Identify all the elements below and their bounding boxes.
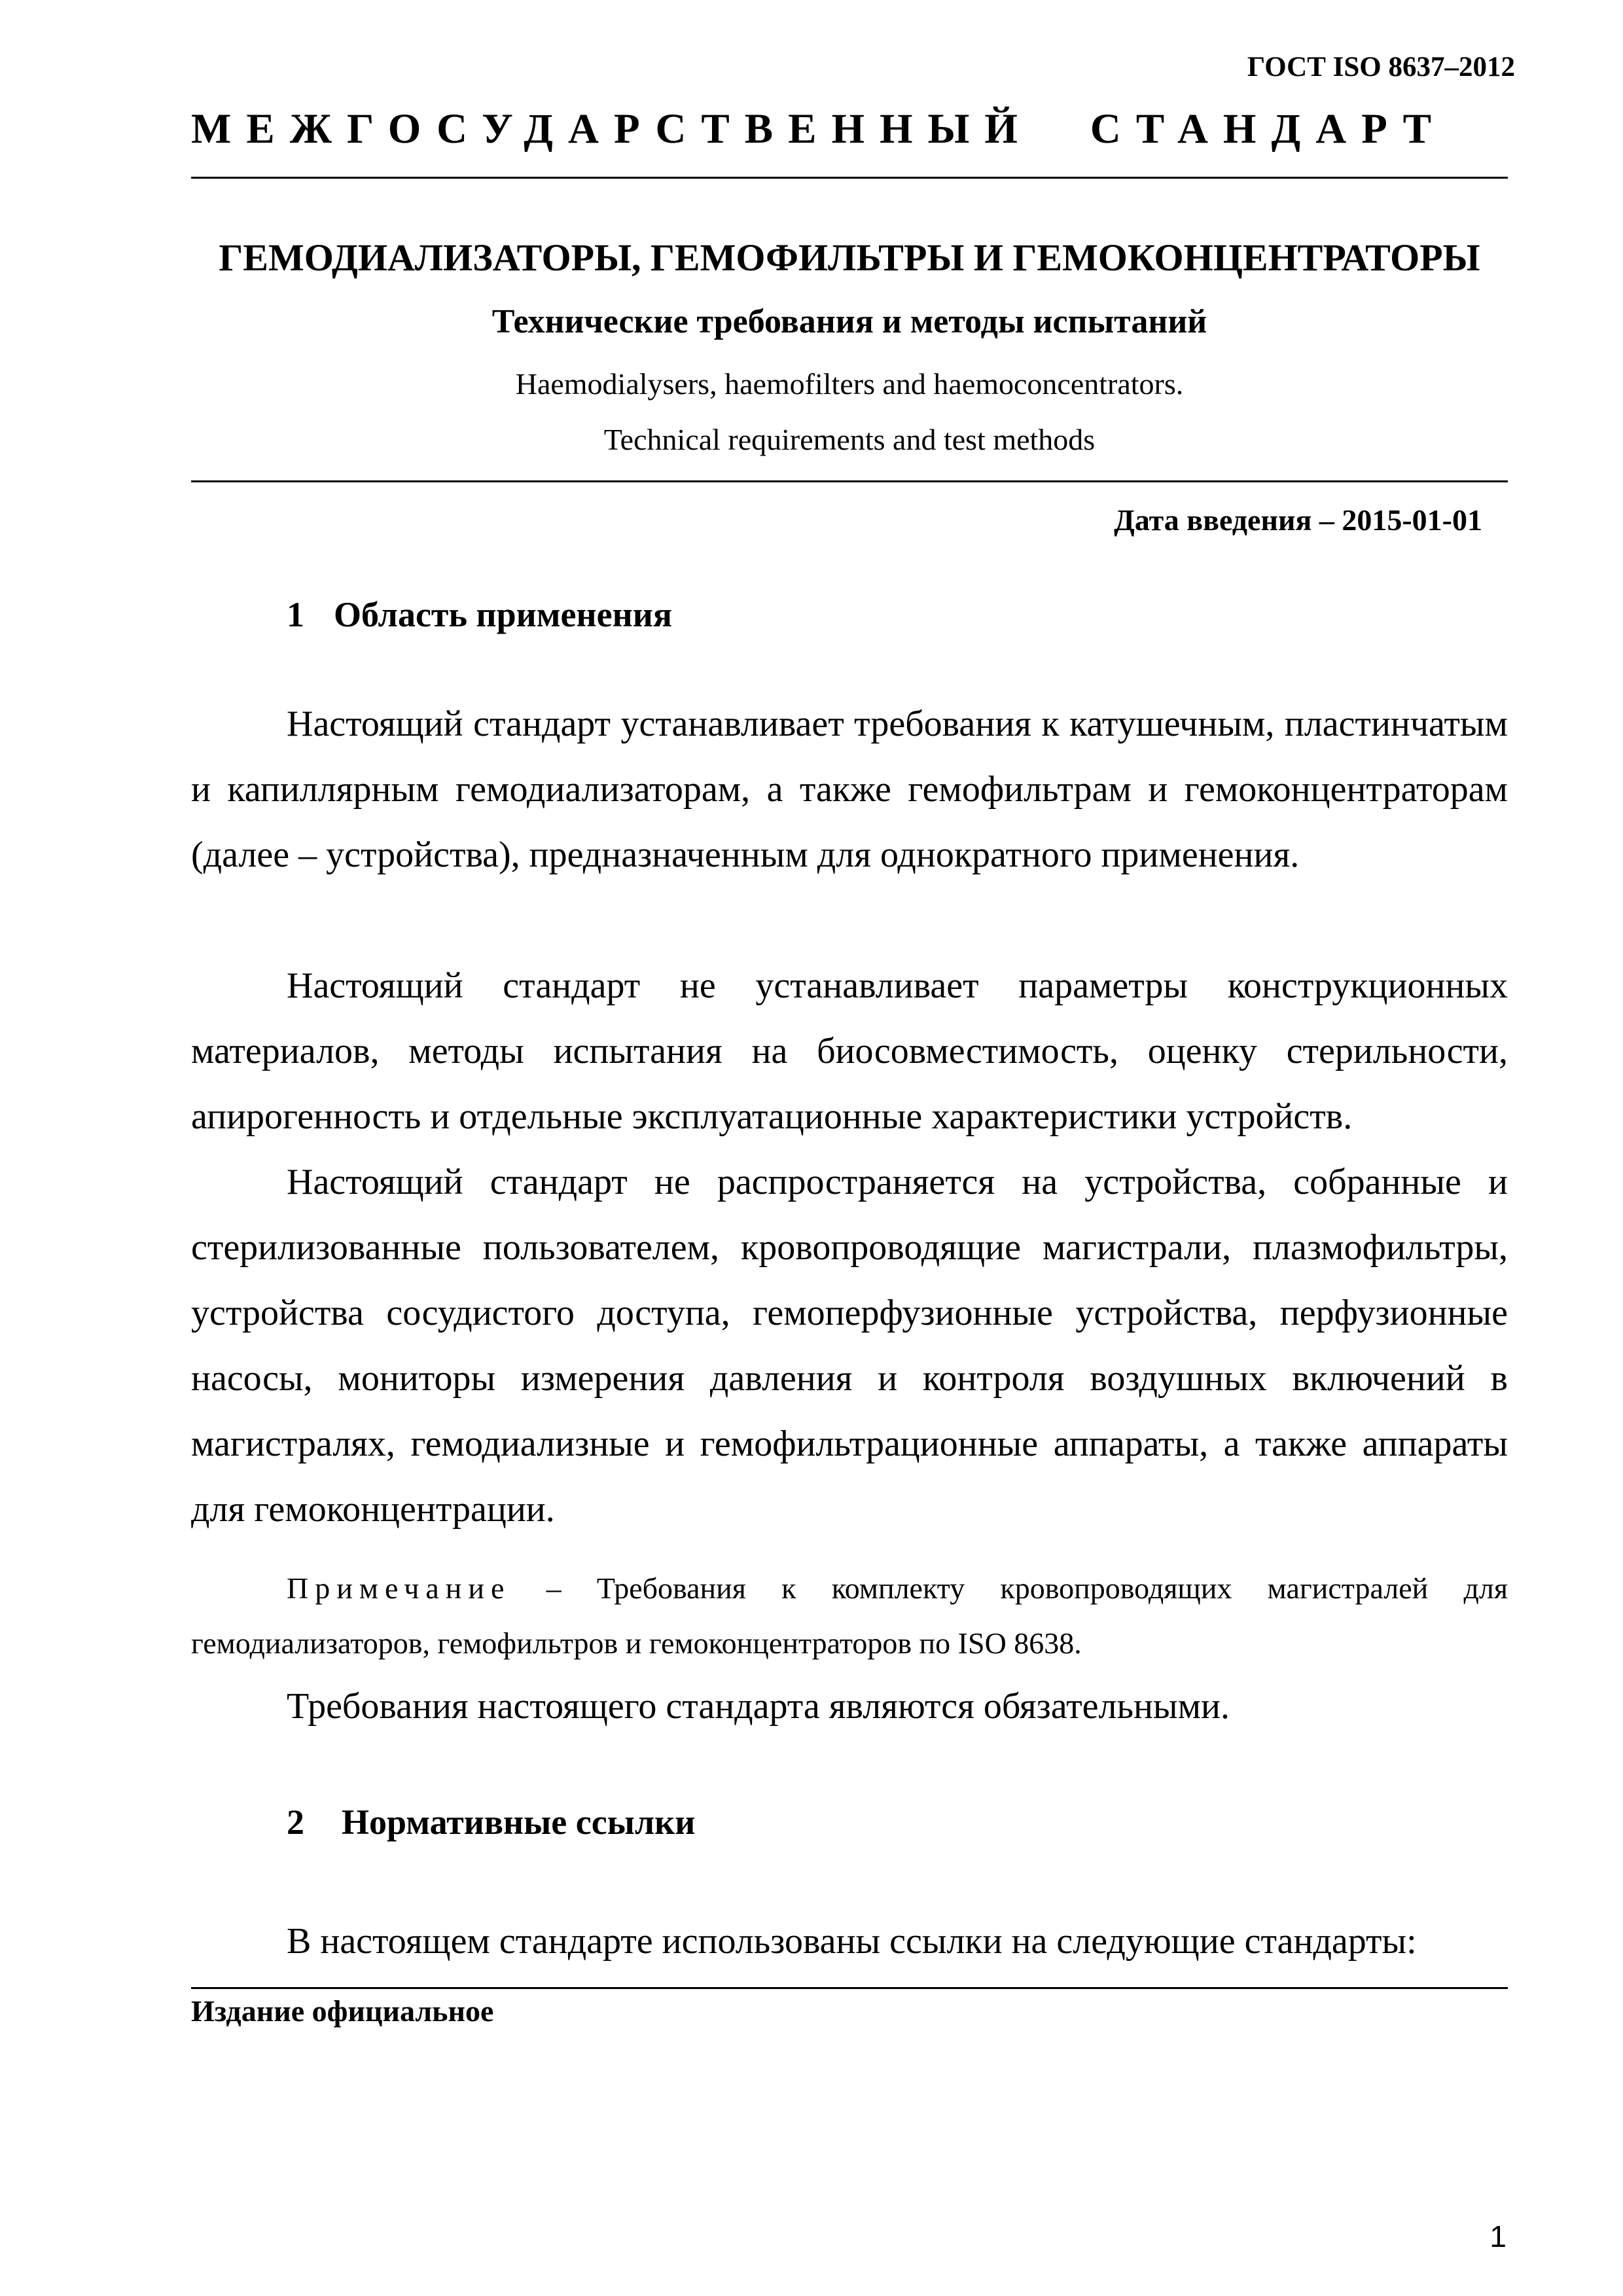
english-title-line-1: Haemodialysers, haemofilters and haemoconcentrators.: [515, 367, 1184, 401]
title-divider: [191, 480, 1508, 482]
english-title-line-2: Technical requirements and test methods: [603, 423, 1096, 456]
note-text: – Требования к комплекту кровопроводящих магистралей для гемодиализаторов, гемофильтров и гемоконцентраторов по ISO 8638.: [191, 1571, 1508, 1660]
standard-type-word-2: СТАНДАРТ: [1090, 105, 1446, 152]
section-1-number: 1: [287, 595, 304, 634]
section-2-number: 2: [287, 1803, 304, 1842]
section-1-note: [191, 1561, 1508, 1671]
section-1-paragraph-2: Настоящий стандарт не устанавливает параметры конструкционных материалов, методы испытания на биосовместимость, оценку стерильности, апирогенность и отдельные эксплуатационные характеристики устройств.: [191, 965, 1508, 1137]
mandatory-statement: Требования настоящего стандарта являются обязательными.: [287, 1686, 1230, 1727]
document-code: ГОСТ ISO 8637–2012: [1247, 52, 1515, 82]
document-title: ГЕМОДИАЛИЗАТОРЫ, ГЕМОФИЛЬТРЫ И ГЕМОКОНЦЕНТРАТОРЫ: [219, 236, 1480, 279]
section-2-intro: В настоящем стандарте использованы ссылки на следующие стандарты:: [287, 1921, 1417, 1962]
section-2-heading: [287, 1802, 695, 1842]
document-subtitle: Технические требования и методы испытаний: [491, 303, 1207, 340]
section-1-title: Область применения: [334, 595, 673, 634]
standard-type-word-1: МЕЖГОСУДАРСТВЕННЫЙ: [191, 105, 1033, 152]
footer-divider: [191, 1987, 1508, 1989]
introduction-date: Дата введения – 2015-01-01: [1114, 503, 1482, 537]
section-2-title: Нормативные ссылки: [342, 1803, 696, 1842]
standard-type-heading: [191, 105, 1446, 154]
official-edition-label: Издание официальное: [191, 1994, 494, 2028]
section-1-heading: [287, 594, 672, 635]
header-divider: [191, 177, 1508, 179]
section-1-paragraph-1: Настоящий стандарт устанавливает требования к катушечным, пластинчатым и капиллярным гемодиализаторам, а также гемофильтрам и гемоконцентраторам (далее – устройства), предназначенным для однократного применения.: [191, 704, 1508, 875]
page-number: 1: [1489, 2219, 1507, 2253]
note-label: Примечание: [287, 1571, 511, 1605]
section-1-paragraph-3: Настоящий стандарт не распространяется на устройства, собранные и стерилизованные пользователем, кровопроводящие магистрали, плазмофильтры, устройства сосудистого доступа, гемоперфузионные устройства, перфузионные насосы, мониторы измерения давления и контроля воздушных включений в магистралях, гемодиализные и гемофильтрационные аппараты, а также аппараты для гемоконцентрации.: [191, 1162, 1508, 1530]
